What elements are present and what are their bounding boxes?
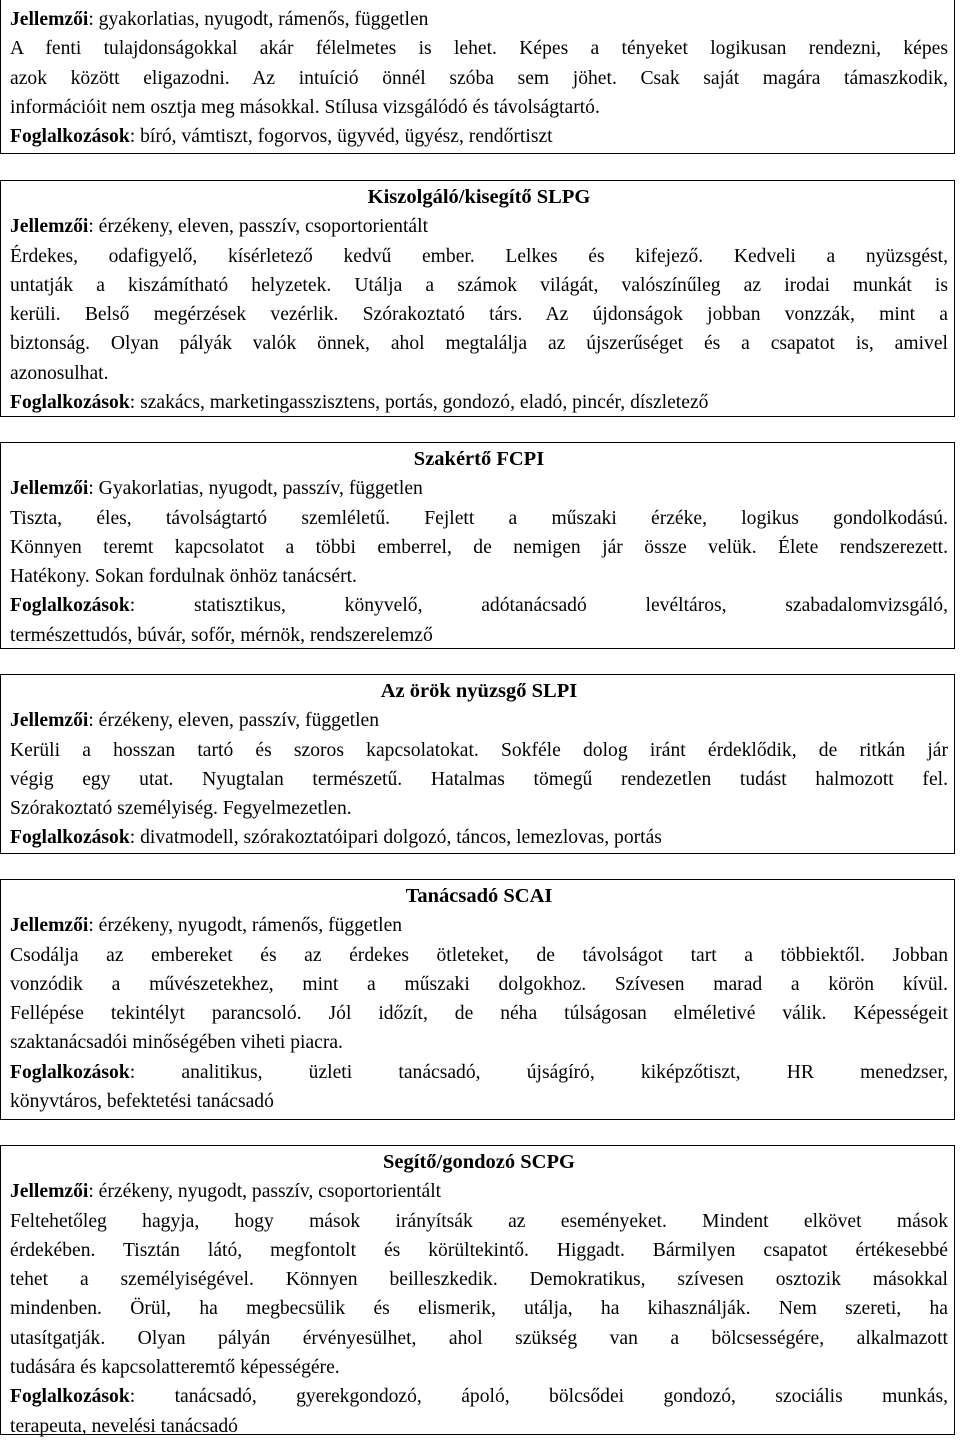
traits-text: : érzékeny, eleven, passzív, csoportorientált	[88, 216, 429, 238]
occupations-label: Foglalkozások	[10, 1061, 130, 1083]
personality-section	[0, 442, 955, 649]
traits-line	[10, 706, 948, 735]
traits-line	[10, 1177, 948, 1206]
traits-text: : Gyakorlatias, nyugodt, passzív, független	[88, 478, 423, 500]
traits-text: : gyakorlatias, nyugodt, rámenős, független	[88, 9, 429, 30]
occupations-line	[10, 1382, 948, 1411]
occupations-text: : szakács, marketingasszisztens, portás, gondozó, eladó, pincér, díszletező	[129, 392, 709, 414]
occupations-label: Foglalkozások	[10, 1386, 130, 1408]
personality-section	[0, 180, 955, 417]
personality-section	[0, 879, 955, 1120]
traits-label: Jellemzői	[10, 9, 89, 30]
traits-line	[10, 911, 948, 940]
description-line: Csodálja az embereket és az érdekes ötleteket, de távolságot tart a többiektől. Jobban	[10, 944, 948, 966]
section-title: Kiszolgáló/kisegítő SLPG	[367, 186, 591, 208]
description-line: biztonság. Olyan pályák valók önnek, ahol megtalálja az újszerűséget és a csapatot is, amivel	[10, 333, 948, 355]
occupations-text: : statisztikus, könyvelő, adótanácsadó levéltáros, szabadalomvizsgáló,	[129, 595, 948, 617]
occupations-line: könyvtáros, befektetési tanácsadó	[10, 1091, 274, 1113]
section-title: Szakértő FCPI	[413, 448, 545, 470]
description-line: érdekében. Tisztán látó, megfontolt és körültekintő. Higgadt. Bármilyen csapatot értékesebbé	[10, 1239, 948, 1261]
description-line: szaktanácsadói minőségében viheti piacra.	[10, 1032, 343, 1054]
traits-text: : érzékeny, nyugodt, passzív, csoportorientált	[88, 1181, 442, 1203]
description-line: Érdekes, odafigyelő, kísérletező kedvű ember. Lelkes és kifejező. Kedveli a nyüzsgést,	[10, 245, 948, 267]
traits-line	[10, 5, 948, 34]
description-line: kerüli. Belső megérzések vezérlik. Szórakoztató társ. Az újdonságok jobban vonzzák, mint a	[10, 304, 948, 326]
description-line: információit nem osztja meg másokkal. Stílusa vizsgálódó és távolságtartó.	[10, 96, 600, 118]
description-line: tehet a személyiségével. Könnyen beilleszkedik. Demokratikus, szívesen osztozik másokkal	[10, 1269, 948, 1291]
description-line: untatják a kiszámítható helyzetek. Utálja a számok világát, valószínűleg az irodai munkát is	[10, 274, 948, 296]
description-line: azonosulhat.	[10, 362, 109, 384]
traits-label: Jellemzői	[10, 216, 89, 238]
personality-section	[0, 674, 955, 854]
description-line: végig egy utat. Nyugtalan természetű. Hatalmas tömegű rendezetlen tudást halmozott fel.	[10, 768, 948, 790]
description-line: azok között eligazodni. Az intuíció önnél szóba sem jöhet. Csak saját magára támaszkodik,	[10, 67, 948, 89]
description-line: Hatékony. Sokan fordulnak önhöz tanácsért.	[10, 566, 357, 588]
description-line: A fenti tulajdonságokkal akár félelmetes is lehet. Képes a tényeket logikusan rendezni, képes	[10, 38, 948, 60]
section-title: Tanácsadó SCAI	[405, 885, 553, 907]
occupations-label: Foglalkozások	[10, 392, 130, 414]
occupations-line: természettudós, búvár, sofőr, mérnök, rendszerelemző	[10, 624, 433, 646]
occupations-line	[10, 591, 948, 620]
traits-label: Jellemzői	[10, 710, 89, 732]
traits-text: : érzékeny, nyugodt, rámenős, független	[88, 915, 403, 937]
description-line: Kerüli a hosszan tartó és szoros kapcsolatokat. Sokféle dolog iránt érdeklődik, de ritkán jár	[10, 739, 948, 761]
section-title: Az örök nyüzsgő SLPI	[380, 680, 578, 702]
description-line: Fellépése tekintélyt parancsoló. Jól időzít, de néha túlságosan elméletivé válik. Képességeit	[10, 1003, 948, 1025]
occupations-line	[10, 122, 948, 151]
description-line: utasítgatják. Olyan pályán érvényesülhet, ahol szükség van a bölcsességére, alkalmazott	[10, 1327, 948, 1349]
traits-line	[10, 212, 948, 241]
description-line: Könnyen teremt kapcsolatot a többi emberrel, de nemigen jár össze velük. Élete rendszerezett.	[10, 536, 948, 558]
section-title: Segítő/gondozó SCPG	[383, 1151, 575, 1173]
description-line: Szórakoztató személyiség. Fegyelmezetlen.	[10, 798, 352, 820]
occupations-text: : divatmodell, szórakoztatóipari dolgozó, táncos, lemezlovas, portás	[129, 827, 662, 849]
occupations-text: : tanácsadó, gyerekgondozó, ápoló, bölcsődei gondozó, szociális munkás,	[129, 1386, 948, 1408]
personality-section	[0, 1145, 955, 1435]
traits-line	[10, 474, 948, 503]
occupations-label: Foglalkozások	[10, 595, 130, 617]
traits-text: : érzékeny, eleven, passzív, független	[88, 710, 380, 732]
description-line: Feltehetőleg hagyja, hogy mások irányítsák az eseményeket. Mindent elkövet mások	[10, 1210, 948, 1232]
occupations-label: Foglalkozások	[10, 827, 130, 849]
description-line: tudására és kapcsolatteremtő képességére.	[10, 1357, 340, 1379]
occupations-line	[10, 1058, 948, 1087]
description-line: mindenben. Örül, ha megbecsülik és elismerik, utálja, ha kihasználják. Nem szereti, ha	[10, 1298, 948, 1320]
occupations-line	[10, 823, 948, 852]
occupations-line	[10, 388, 948, 417]
occupations-label: Foglalkozások	[10, 126, 130, 148]
occupations-text: : bíró, vámtiszt, fogorvos, ügyvéd, ügyész, rendőrtiszt	[129, 126, 553, 148]
personality-section	[0, 0, 955, 154]
traits-label: Jellemzői	[10, 478, 89, 500]
traits-label: Jellemzői	[10, 1181, 89, 1203]
occupations-line: terapeuta, nevelési tanácsadó	[10, 1415, 238, 1437]
traits-label: Jellemzői	[10, 915, 89, 937]
occupations-text: : analitikus, üzleti tanácsadó, újságíró, kiképzőtiszt, HR menedzser,	[129, 1061, 948, 1083]
description-line: vonzódik a művészetekhez, mint a műszaki dolgokhoz. Szívesen marad a körön kívül.	[10, 973, 948, 995]
description-line: Tiszta, éles, távolságtartó szemléletű. Fejlett a műszaki érzéke, logikus gondolkodású.	[10, 507, 948, 529]
